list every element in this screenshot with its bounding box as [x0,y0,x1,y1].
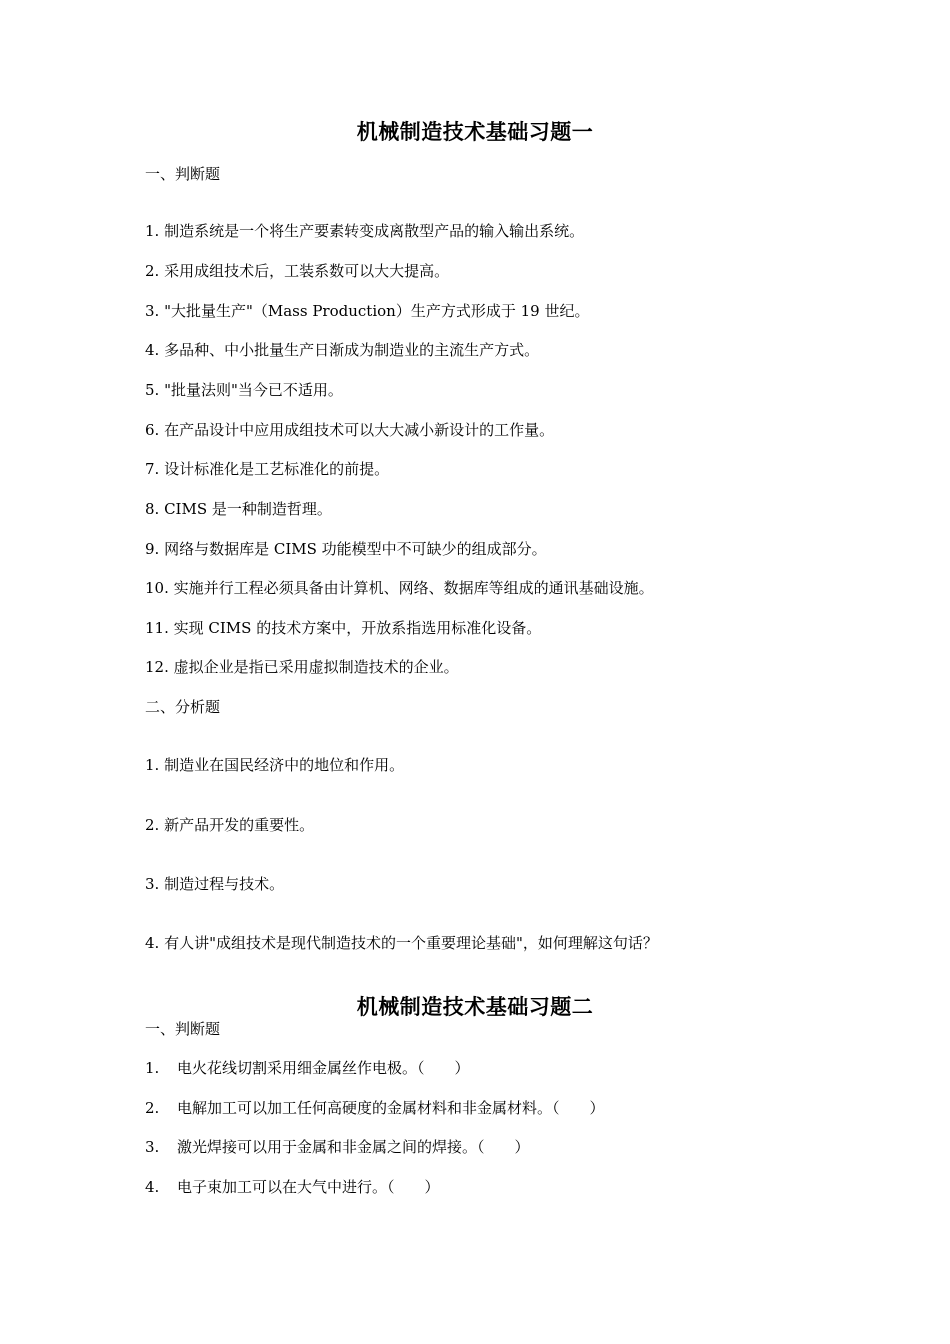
section-heading-analysis: 二、分析题 [145,698,221,716]
question-item: 1. 制造系统是一个将生产要素转变成离散型产品的输入输出系统。 [145,222,585,240]
question-text: 电子束加工可以在大气中进行。（ ） [177,1178,440,1196]
question-item: 4. 多品种、中小批量生产日渐成为制造业的主流生产方式。 [145,341,540,359]
question-text: 激光焊接可以用于金属和非金属之间的焊接。（ ） [177,1138,530,1156]
analysis-item: 3. 制造过程与技术。 [145,875,285,893]
question-text: 电火花线切割采用细金属丝作电极。（ ） [177,1059,470,1077]
page-title: 机械制造技术基础习题一 [356,120,594,144]
question-item: 12. 虚拟企业是指已采用虚拟制造技术的企业。 [145,658,459,676]
question-item: 2. 采用成组技术后，工装系数可以大大提高。 [145,262,450,280]
question-text: 电解加工可以加工任何高硬度的金属材料和非金属材料。（ ） [177,1099,605,1117]
question-item [145,1057,470,1078]
question-item: 9. 网络与数据库是 CIMS 功能模型中不可缺少的组成部分。 [145,540,547,558]
question-number: 2. [145,1099,160,1117]
question-item: 10. 实施并行工程必须具备由计算机、网络、数据库等组成的通讯基础设施。 [145,579,654,597]
question-number: 3. [145,1138,160,1156]
analysis-item: 1. 制造业在国民经济中的地位和作用。 [145,756,405,774]
question-item: 11. 实现 CIMS 的技术方案中，开放系指选用标准化设备。 [145,619,542,637]
section-heading-judgment-2: 一、判断题 [145,1020,221,1038]
question-item: 8. CIMS 是一种制造哲理。 [145,500,332,518]
question-number: 4. [145,1178,160,1196]
question-item: 7. 设计标准化是工艺标准化的前提。 [145,460,390,478]
question-item: 6. 在产品设计中应用成组技术可以大大减小新设计的工作量。 [145,421,555,439]
question-item [145,1176,440,1197]
question-item [145,1097,605,1118]
question-item: 3. "大批量生产"（Mass Production）生产方式形成于 19 世纪。 [145,302,590,320]
analysis-item: 2. 新产品开发的重要性。 [145,816,315,834]
question-item: 5. "批量法则"当今已不适用。 [145,381,343,399]
question-item [145,1136,530,1157]
analysis-item: 4. 有人讲"成组技术是现代制造技术的一个重要理论基础"，如何理解这句话？ [145,934,658,952]
page-title-2: 机械制造技术基础习题二 [356,995,594,1019]
section-heading-judgment: 一、判断题 [145,165,221,183]
question-number: 1. [145,1059,160,1077]
